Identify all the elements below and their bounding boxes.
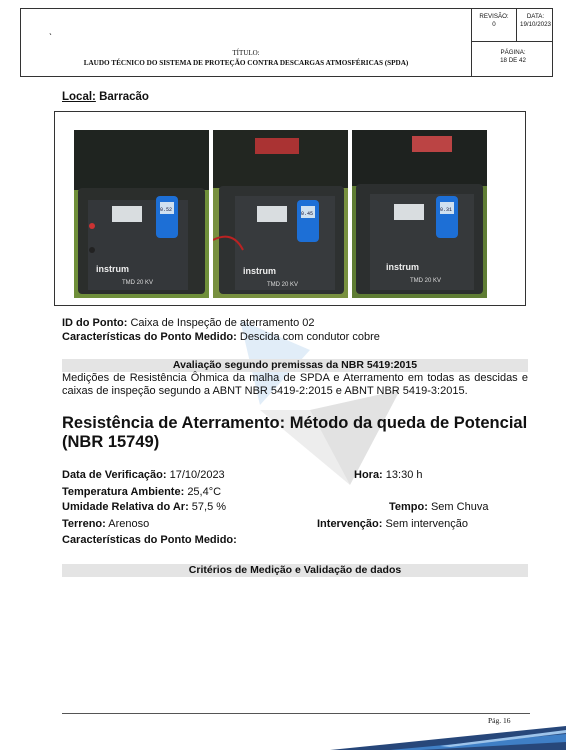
meter-reading-text: 0.45 <box>301 211 314 217</box>
header-divider <box>471 9 472 76</box>
date-label: DATA: <box>526 13 545 20</box>
weather-label: Tempo: <box>389 501 428 513</box>
header-divider <box>471 41 553 42</box>
instrument-model-text: TMD 20 KV <box>267 282 299 288</box>
soil-value: Arenoso <box>108 518 150 530</box>
local-value: Barracão <box>99 91 149 103</box>
meter-reading-text: 0.31 <box>440 207 453 213</box>
instrument-brand-text: instrum <box>386 262 420 272</box>
intervention-label: Intervenção: <box>317 518 383 530</box>
revision-label: REVISÃO: <box>479 13 509 20</box>
photo-instrument-3 <box>352 130 487 298</box>
humidity-value: 57,5 % <box>191 501 227 513</box>
time-field <box>354 469 423 481</box>
verification-date-value: 17/10/2023 <box>169 469 225 481</box>
point-id-label: ID do Ponto: <box>62 317 128 329</box>
document-header <box>20 8 553 77</box>
photo-panel <box>54 111 526 306</box>
date-field <box>62 469 225 481</box>
point-char-value: Descida com condutor cobre <box>239 331 380 343</box>
revision-value: 0 <box>492 21 496 28</box>
soil-label: Terreno: <box>62 518 106 530</box>
title-label: TÍTULO: <box>232 49 260 57</box>
humidity-field <box>62 501 226 513</box>
temperature-value: 25,4°C <box>187 486 222 498</box>
section-title: Resistência de Aterramento: Método da queda de Potencial (NBR 15749) <box>62 414 528 451</box>
instrument-brand-text: instrum <box>96 264 130 274</box>
watermark-logo <box>200 320 400 490</box>
instrument-model-text: TMD 20 KV <box>122 280 154 286</box>
date-cell <box>517 13 554 29</box>
time-label: Hora: <box>354 469 383 481</box>
soil-field <box>62 518 149 530</box>
weather-value: Sem Chuva <box>430 501 489 513</box>
intervention-field <box>317 518 468 530</box>
point-characteristics-field <box>62 534 237 546</box>
photo-instrument-1 <box>74 130 209 298</box>
point-char-line <box>62 331 380 343</box>
evaluation-heading: Avaliação segundo premissas da NBR 5419:2015 <box>62 359 528 372</box>
footer-swoosh-decoration <box>300 716 566 750</box>
meter-reading-text: 0.52 <box>160 207 173 213</box>
date-value: 19/10/2023 <box>520 21 551 28</box>
temperature-field <box>62 486 221 498</box>
document-title: LAUDO TÉCNICO DO SISTEMA DE PROTEÇÃO CONTRA DESCARGAS ATMOSFÉRICAS (SPDA) <box>83 59 409 67</box>
point-char-label: Características do Ponto Medido: <box>62 331 237 343</box>
verification-date-label: Data de Verificação: <box>62 469 167 481</box>
photo-instrument-2 <box>213 130 348 298</box>
point-id-value: Caixa de Inspeção de aterramento 02 <box>130 317 315 329</box>
point-characteristics-label: Características do Ponto Medido: <box>62 534 237 546</box>
point-id-line <box>62 317 315 329</box>
instrument-model-text: TMD 20 KV <box>410 278 442 284</box>
revision-cell <box>473 13 515 29</box>
weather-field <box>389 501 488 513</box>
local-label: Local: <box>62 91 96 103</box>
temperature-label: Temperatura Ambiente: <box>62 486 185 498</box>
time-value: 13:30 h <box>385 469 423 481</box>
header-logo-mark: ˎ <box>49 25 53 36</box>
page-number: Pág. 16 <box>488 716 511 725</box>
page-label: PÁGINA: <box>500 49 526 56</box>
humidity-label: Umidade Relativa do Ar: <box>62 501 189 513</box>
footer-divider <box>62 713 530 714</box>
local-line <box>62 91 149 103</box>
intervention-value: Sem intervenção <box>385 518 469 530</box>
page-cell <box>473 49 553 65</box>
criteria-heading: Critérios de Medição e Validação de dados <box>62 564 528 577</box>
evaluation-text: Medições de Resistência Ôhmica da malha de SPDA e Aterramento em todas as descidas e caixas de inspeção segundo a ABNT NBR 5419-2:2015 e ABNT NBR 5419-3:2015. <box>62 372 528 397</box>
page-value: 18 DE 42 <box>500 57 526 64</box>
instrument-brand-text: instrum <box>243 266 277 276</box>
